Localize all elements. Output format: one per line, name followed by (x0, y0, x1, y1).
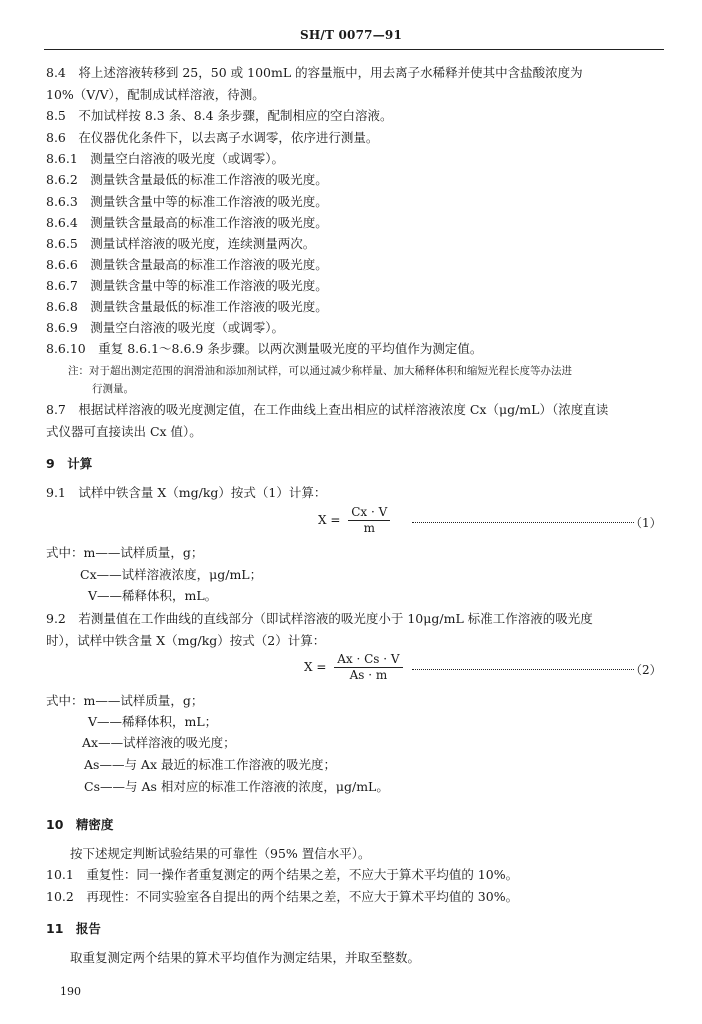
section-9-heading: 9 计算 (46, 456, 93, 471)
formula-2-lhs: X = (304, 660, 327, 674)
clause-8-7-line-2: 式仪器可直接读出 Cx 值）。 (46, 424, 202, 439)
clause-8-6-1: 8.6.1 测量空白溶液的吸光度（或调零）。 (46, 151, 285, 166)
formula-1-denominator: m (363, 521, 375, 535)
clause-10-intro: 按下述规定判断试验结果的可靠性（95% 置信水平）。 (70, 846, 371, 861)
note-line-1: 注：对于超出测定范围的润滑油和添加剂试样，可以通过减少称样量、加大稀释体积和缩短光程长度等办法进 (68, 365, 572, 377)
formula-1-fraction (348, 505, 390, 536)
clause-8-6-9: 8.6.9 测量空白溶液的吸光度（或调零）。 (46, 320, 285, 335)
clause-8-6-7: 8.6.7 测量铁含量中等的标准工作溶液的吸光度。 (46, 278, 328, 293)
formula-1 (318, 505, 394, 536)
where-2-v: V——稀释体积，mL； (88, 714, 218, 729)
where-1-cx: Cx——试样溶液浓度，μg/mL； (80, 567, 263, 582)
formula-2-fraction (334, 652, 402, 683)
header-rule (44, 49, 664, 50)
section-10-heading: 10 精密度 (46, 817, 114, 832)
formula-1-leader (412, 522, 634, 523)
clause-8-6-2: 8.6.2 测量铁含量最低的标准工作溶液的吸光度。 (46, 172, 328, 187)
where-2-cs: Cs——与 As 相对应的标准工作溶液的浓度，μg/mL。 (84, 779, 389, 794)
clause-10-1: 10.1 重复性：同一操作者重复测定的两个结果之差，不应大于算术平均值的 10%。 (46, 867, 519, 882)
formula-2-denominator: As · m (349, 668, 388, 682)
clause-8-7-line-1: 8.7 根据试样溶液的吸光度测定值，在工作曲线上查出相应的试样溶液浓度 Cx（μg/mL）（浓度直读 (46, 402, 609, 417)
where-2-ax: Ax——试样溶液的吸光度； (82, 735, 236, 750)
formula-1-number: （1） (630, 516, 662, 530)
clause-8-4-line-1: 8.4 将上述溶液转移到 25，50 或 100mL 的容量瓶中，用去离子水稀释并使其中含盐酸浓度为 (46, 65, 583, 80)
clause-8-6-8: 8.6.8 测量铁含量最低的标准工作溶液的吸光度。 (46, 299, 328, 314)
where-2-m: 式中：m——试样质量，g； (46, 693, 204, 708)
clause-9-1: 9.1 试样中铁含量 X（mg/kg）按式（1）计算： (46, 485, 327, 500)
section-11-heading: 11 报告 (46, 921, 101, 936)
note-line-2: 行测量。 (92, 383, 134, 395)
formula-2 (304, 652, 407, 683)
formula-1-lhs: X = (318, 513, 341, 527)
standard-code-header: SH/T 0077—91 (300, 28, 402, 42)
clause-8-6-10: 8.6.10 重复 8.6.1～8.6.9 条步骤。以两次测量吸光度的平均值作为测定值。 (46, 341, 483, 356)
clause-8-4-line-2: 10%（V/V），配制成试样溶液，待测。 (46, 87, 265, 102)
clause-8-6-6: 8.6.6 测量铁含量最高的标准工作溶液的吸光度。 (46, 257, 328, 272)
formula-2-number: （2） (630, 663, 662, 677)
formula-2-leader (412, 669, 634, 670)
clause-9-2-line-1: 9.2 若测量值在工作曲线的直线部分（即试样溶液的吸光度小于 10μg/mL 标准工作溶液的吸光度 (46, 611, 593, 626)
clause-8-6-5: 8.6.5 测量试样溶液的吸光度，连续测量两次。 (46, 236, 316, 251)
where-2-as: As——与 Ax 最近的标准工作溶液的吸光度； (84, 757, 336, 772)
where-1-v: V——稀释体积，mL。 (88, 588, 218, 603)
formula-1-numerator: Cx · V (348, 505, 390, 521)
page-number: 190 (60, 985, 81, 998)
clause-8-6-3: 8.6.3 测量铁含量中等的标准工作溶液的吸光度。 (46, 194, 328, 209)
clause-8-6: 8.6 在仪器优化条件下，以去离子水调零，依序进行测量。 (46, 130, 379, 145)
clause-11-text: 取重复测定两个结果的算术平均值作为测定结果，并取至整数。 (70, 950, 421, 965)
clause-8-5: 8.5 不加试样按 8.3 条、8.4 条步骤，配制相应的空白溶液。 (46, 108, 393, 123)
clause-9-2-line-2: 时），试样中铁含量 X（mg/kg）按式（2）计算： (46, 633, 326, 648)
where-1-m: 式中：m——试样质量，g； (46, 545, 204, 560)
clause-8-6-4: 8.6.4 测量铁含量最高的标准工作溶液的吸光度。 (46, 215, 328, 230)
clause-10-2: 10.2 再现性：不同实验室各自提出的两个结果之差，不应大于算术平均值的 30%。 (46, 889, 519, 904)
formula-2-numerator: Ax · Cs · V (334, 652, 402, 668)
